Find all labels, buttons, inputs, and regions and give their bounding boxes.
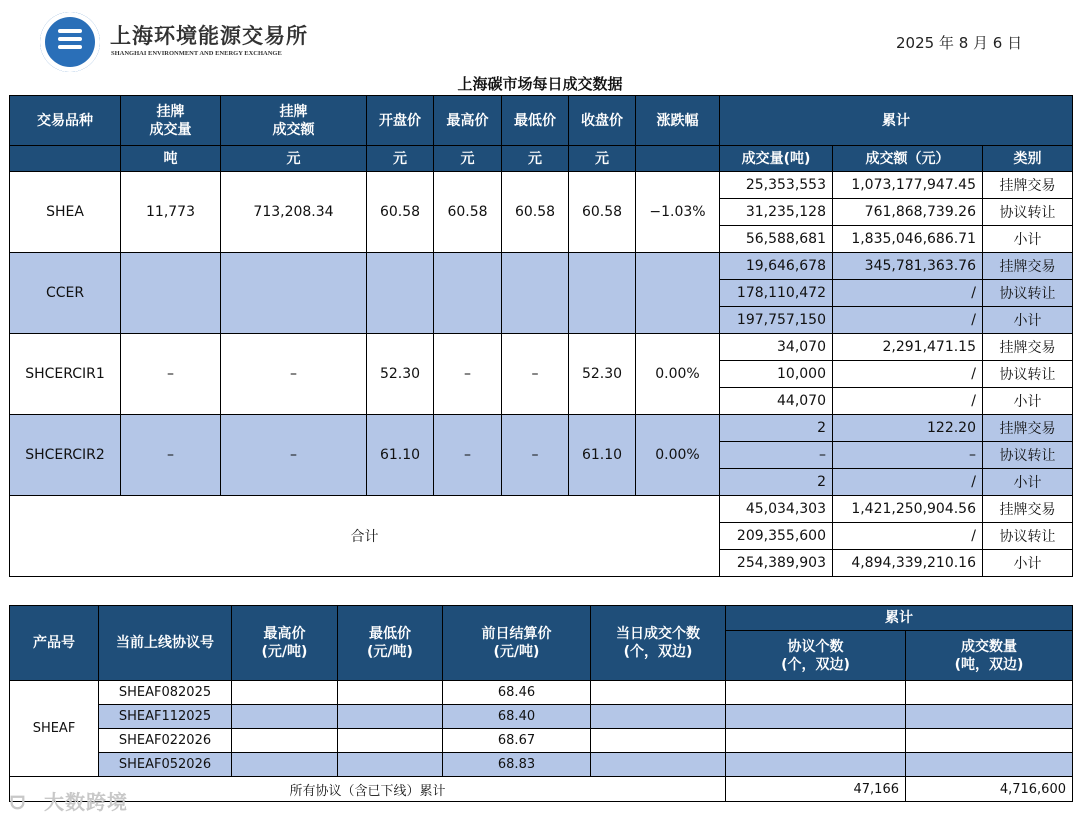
high-price: – [434, 334, 502, 415]
t2-row [10, 705, 1073, 729]
cum-type: 小计 [983, 388, 1073, 415]
variety-name: SHEA [10, 172, 121, 253]
listed-vol: – [121, 334, 221, 415]
high-price: – [434, 415, 502, 496]
cum-count [726, 705, 906, 729]
t2-low [338, 681, 443, 705]
t2-high [232, 729, 338, 753]
cum-count [726, 729, 906, 753]
hdr-listed-vol: 挂牌 成交量 [121, 96, 221, 146]
cum-volume: 44,070 [720, 388, 833, 415]
hdr-cum-count: 协议个数 (个，双边) [726, 631, 906, 681]
change-pct [636, 253, 720, 334]
daily-trading-table [9, 95, 1073, 577]
hdr-close: 收盘价 [569, 96, 636, 146]
cum-volume: 34,070 [720, 334, 833, 361]
total-cum-volume: 254,389,903 [720, 550, 833, 577]
day-count [591, 753, 726, 777]
hdr-low: 最低价 [502, 96, 569, 146]
total-cum-amount: 1,421,250,904.56 [833, 496, 983, 523]
cum-type: 挂牌交易 [983, 172, 1073, 199]
change-pct: 0.00% [636, 415, 720, 496]
hdr-t2-low: 最低价 (元/吨) [338, 606, 443, 681]
hdr-unit-vol: 吨 [121, 146, 221, 172]
listed-amt [221, 253, 367, 334]
total-cum-type: 小计 [983, 550, 1073, 577]
day-count [591, 729, 726, 753]
cum-type: 协议转让 [983, 199, 1073, 226]
cum-amount: 345,781,363.76 [833, 253, 983, 280]
t1-row [10, 415, 1073, 442]
hdr-contract: 当前上线协议号 [99, 606, 232, 681]
report-title: 上海碳市场每日成交数据 [457, 75, 623, 93]
watermark-text: 大数跨境 [44, 790, 128, 814]
listed-vol: – [121, 415, 221, 496]
listed-vol [121, 253, 221, 334]
change-pct: −1.03% [636, 172, 720, 253]
hdr-product: 产品号 [10, 606, 99, 681]
page-header [0, 0, 1080, 80]
cum-amount: / [833, 469, 983, 496]
cum-volume: 2 [720, 415, 833, 442]
hdr-variety: 交易品种 [10, 96, 121, 146]
cum-amount: 1,073,177,947.45 [833, 172, 983, 199]
hdr-unit-change [636, 146, 720, 172]
cum-volume: 56,588,681 [720, 226, 833, 253]
cum-volume: 2 [720, 469, 833, 496]
hdr-listed-amt: 挂牌 成交额 [221, 96, 367, 146]
hdr-cum-amt: 成交额（元） [833, 146, 983, 172]
low-price: – [502, 415, 569, 496]
hdr-open: 开盘价 [367, 96, 434, 146]
hdr-cumulative: 累计 [720, 96, 1073, 146]
total-cum-type: 协议转让 [983, 523, 1073, 550]
cum-qty [906, 705, 1073, 729]
hdr-prev-settle: 前日结算价 (元/吨) [443, 606, 591, 681]
contract-code: SHEAF082025 [99, 681, 232, 705]
hdr-day-count: 当日成交个数 (个，双边) [591, 606, 726, 681]
contract-code: SHEAF052026 [99, 753, 232, 777]
watermark-logo-icon: ᗜ [10, 793, 26, 814]
close-price: 61.10 [569, 415, 636, 496]
cum-qty [906, 681, 1073, 705]
hdr-unit-blank [10, 146, 121, 172]
listed-amt: – [221, 334, 367, 415]
listed-amt: – [221, 415, 367, 496]
t2-row [10, 753, 1073, 777]
low-price: – [502, 334, 569, 415]
t1-row [10, 172, 1073, 199]
cum-type: 小计 [983, 469, 1073, 496]
t2-low [338, 753, 443, 777]
total-cum-volume: 209,355,600 [720, 523, 833, 550]
low-price [502, 253, 569, 334]
cum-volume: 10,000 [720, 361, 833, 388]
hdr-t2-cumulative: 累计 [726, 606, 1073, 631]
total-cum-amount: / [833, 523, 983, 550]
t2-low [338, 705, 443, 729]
cum-amount: – [833, 442, 983, 469]
open-price: 52.30 [367, 334, 434, 415]
prev-settle: 68.83 [443, 753, 591, 777]
open-price: 60.58 [367, 172, 434, 253]
hdr-unit-open: 元 [367, 146, 434, 172]
product-code: SHEAF [10, 681, 99, 777]
total-cum-amount: 4,894,339,210.16 [833, 550, 983, 577]
cum-count [726, 681, 906, 705]
cum-volume: 25,353,553 [720, 172, 833, 199]
cum-type: 挂牌交易 [983, 334, 1073, 361]
prev-settle: 68.67 [443, 729, 591, 753]
cum-type: 小计 [983, 226, 1073, 253]
watermark [10, 786, 128, 815]
cum-qty [906, 729, 1073, 753]
open-price [367, 253, 434, 334]
cum-type: 小计 [983, 307, 1073, 334]
contract-code: SHEAF112025 [99, 705, 232, 729]
cum-amount: / [833, 388, 983, 415]
cum-amount: / [833, 280, 983, 307]
hdr-cum-vol: 成交量(吨) [720, 146, 833, 172]
org-name-en: SHANGHAI ENVIRONMENT AND ENERGY EXCHANGE [111, 50, 282, 57]
org-name-cn: 上海环境能源交易所 [110, 23, 308, 48]
day-count [591, 681, 726, 705]
close-price: 60.58 [569, 172, 636, 253]
prev-settle: 68.40 [443, 705, 591, 729]
variety-name: SHCERCIR1 [10, 334, 121, 415]
total-label: 合计 [10, 496, 720, 577]
prev-settle: 68.46 [443, 681, 591, 705]
variety-name: CCER [10, 253, 121, 334]
cum-volume: 31,235,128 [720, 199, 833, 226]
total-cum-type: 挂牌交易 [983, 496, 1073, 523]
report-date: 2025 年 8 月 6 日 [896, 34, 1023, 52]
t1-row [10, 253, 1073, 280]
listed-vol: 11,773 [121, 172, 221, 253]
high-price [434, 253, 502, 334]
hdr-cum-type: 类别 [983, 146, 1073, 172]
change-pct: 0.00% [636, 334, 720, 415]
cum-count [726, 753, 906, 777]
cum-volume: 178,110,472 [720, 280, 833, 307]
t2-total-row [10, 777, 1073, 802]
futures-table [9, 605, 1073, 802]
cum-volume: – [720, 442, 833, 469]
t1-total-row [10, 496, 1073, 523]
contract-code: SHEAF022026 [99, 729, 232, 753]
cum-type: 挂牌交易 [983, 253, 1073, 280]
t2-high [232, 753, 338, 777]
cum-type: 协议转让 [983, 361, 1073, 388]
t2-high [232, 705, 338, 729]
cum-type: 协议转让 [983, 280, 1073, 307]
t2-high [232, 681, 338, 705]
total-cum-volume: 45,034,303 [720, 496, 833, 523]
hdr-unit-close: 元 [569, 146, 636, 172]
t1-row [10, 334, 1073, 361]
close-price: 52.30 [569, 334, 636, 415]
cum-volume: 19,646,678 [720, 253, 833, 280]
listed-amt: 713,208.34 [221, 172, 367, 253]
hdr-t2-high: 最高价 (元/吨) [232, 606, 338, 681]
hdr-cum-qty: 成交数量 (吨，双边) [906, 631, 1073, 681]
high-price: 60.58 [434, 172, 502, 253]
cum-amount: 1,835,046,686.71 [833, 226, 983, 253]
cum-type: 协议转让 [983, 442, 1073, 469]
t2-total-qty: 4,716,600 [906, 777, 1073, 802]
low-price: 60.58 [502, 172, 569, 253]
cum-amount: 122.20 [833, 415, 983, 442]
cum-amount: / [833, 307, 983, 334]
variety-name: SHCERCIR2 [10, 415, 121, 496]
hdr-unit-high: 元 [434, 146, 502, 172]
cum-volume: 197,757,150 [720, 307, 833, 334]
cum-type: 挂牌交易 [983, 415, 1073, 442]
hdr-change: 涨跌幅 [636, 96, 720, 146]
cum-qty [906, 753, 1073, 777]
cum-amount: 761,868,739.26 [833, 199, 983, 226]
hdr-unit-amt: 元 [221, 146, 367, 172]
t2-row [10, 729, 1073, 753]
hdr-high: 最高价 [434, 96, 502, 146]
t2-row [10, 681, 1073, 705]
day-count [591, 705, 726, 729]
t2-total-count: 47,166 [726, 777, 906, 802]
close-price [569, 253, 636, 334]
open-price: 61.10 [367, 415, 434, 496]
t2-total-label: 所有协议（含已下线）累计 [10, 777, 726, 802]
exchange-logo-icon [40, 12, 100, 72]
cum-amount: 2,291,471.15 [833, 334, 983, 361]
hdr-unit-low: 元 [502, 146, 569, 172]
cum-amount: / [833, 361, 983, 388]
t2-low [338, 729, 443, 753]
